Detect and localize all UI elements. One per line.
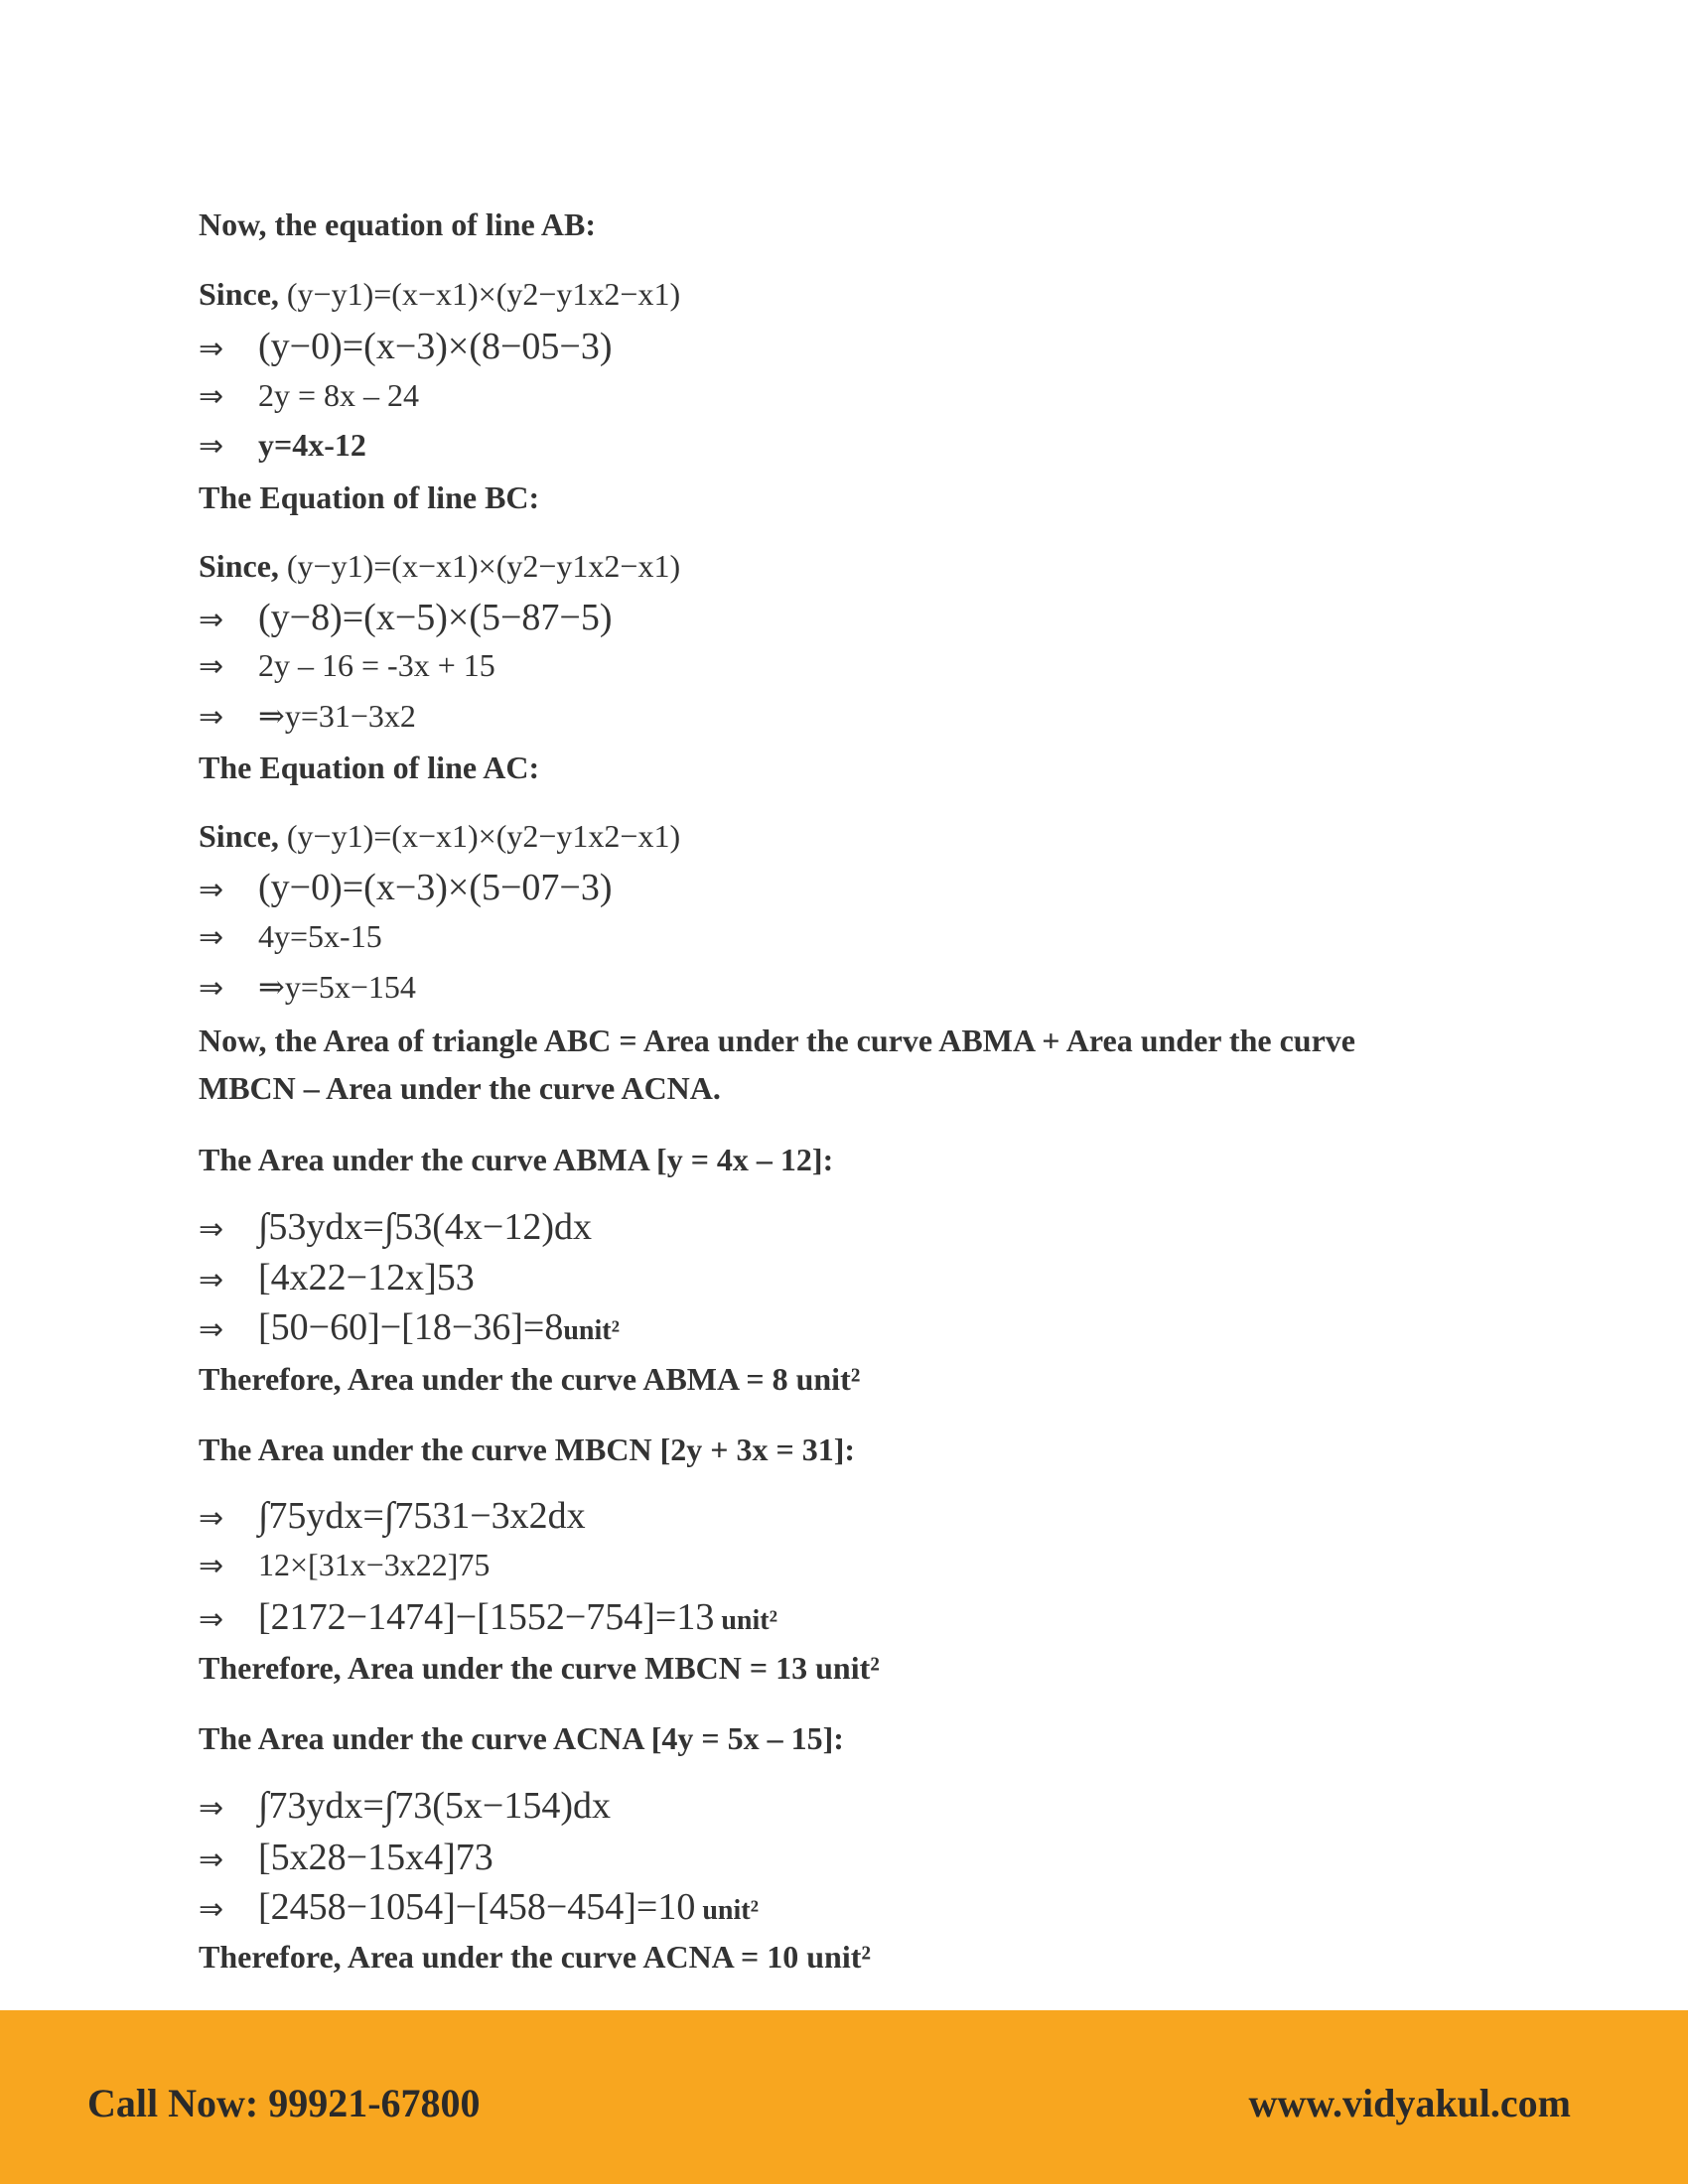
- text-heading: The Area under the curve ABMA [y = 4x – 12]:: [199, 1142, 834, 1177]
- equation-text: (y−0)=(x−3)×(8−05−3): [258, 326, 613, 367]
- formula-text: (y−y1)=(x−x1)×(y2−y1x2−x1): [286, 548, 681, 584]
- since-label: Since,: [199, 818, 279, 854]
- implies-arrow-icon: ⇒: [199, 1843, 224, 1877]
- equation-text: 2y = 8x – 24: [258, 377, 420, 413]
- equation-line: [199, 1497, 586, 1535]
- equation-text: ⇒y=5x−154: [258, 969, 416, 1005]
- equation-line: [199, 1259, 475, 1297]
- equation-line: [199, 700, 416, 733]
- implies-arrow-icon: ⇒: [199, 971, 224, 1006]
- text-heading: The Area under the curve ACNA [4y = 5x – 15]:: [199, 1720, 844, 1756]
- formula-text: (y−y1)=(x−x1)×(y2−y1x2−x1): [286, 276, 681, 312]
- equation-line: [199, 599, 613, 636]
- implies-arrow-icon: ⇒: [199, 873, 224, 907]
- equation-line: [199, 920, 382, 953]
- equation-line: [199, 1839, 493, 1876]
- equation-text: [5x28−15x4]73: [258, 1837, 493, 1878]
- equation-text: ∫75ydx=∫7531−3x2dx: [258, 1495, 586, 1537]
- equation-line: [199, 278, 680, 310]
- since-label: Since,: [199, 548, 279, 584]
- equation-line: [199, 1549, 490, 1581]
- unit-label: unit²: [695, 1895, 759, 1926]
- text-heading: Now, the Area of triangle ABC = Area under the curve ABMA + Area under the curve: [199, 1023, 1355, 1058]
- equation-line: [199, 971, 416, 1004]
- implies-arrow-icon: ⇒: [199, 332, 224, 366]
- footer-phone[interactable]: Call Now: 99921-67800: [87, 2081, 481, 2125]
- implies-arrow-icon: ⇒: [199, 379, 224, 414]
- equation-line: [199, 1888, 759, 1926]
- implies-arrow-icon: ⇒: [199, 700, 224, 735]
- text-heading: Therefore, Area under the curve MBCN = 13 unit²: [199, 1650, 880, 1686]
- equation-line: [199, 379, 419, 412]
- equation-text: (y−8)=(x−5)×(5−87−5): [258, 597, 613, 638]
- text-heading: The Area under the curve MBCN [2y + 3x = 31]:: [199, 1432, 855, 1467]
- text-heading: Now, the equation of line AB:: [199, 206, 597, 242]
- text-heading: The Equation of line BC:: [199, 479, 540, 515]
- since-label: Since,: [199, 276, 279, 312]
- equation-line: [199, 649, 495, 682]
- equation-text: [2172−1474]−[1552−754]=13: [258, 1596, 715, 1638]
- equation-text: [50−60]−[18−36]=8: [258, 1306, 564, 1348]
- implies-arrow-icon: ⇒: [199, 603, 224, 637]
- equation-line: [199, 550, 680, 582]
- equation-text: 4y=5x-15: [258, 918, 382, 954]
- implies-arrow-icon: ⇒: [199, 1312, 224, 1347]
- equation-text: y=4x-12: [258, 427, 366, 463]
- unit-label: unit²: [563, 1315, 620, 1346]
- equation-line: [199, 1787, 611, 1825]
- equation-text: ∫73ydx=∫73(5x−154)dx: [258, 1785, 611, 1827]
- formula-text: (y−y1)=(x−x1)×(y2−y1x2−x1): [286, 818, 681, 854]
- equation-text: ⇒y=31−3x2: [258, 698, 416, 734]
- equation-line: [199, 429, 366, 462]
- text-heading: Therefore, Area under the curve ABMA = 8 unit²: [199, 1361, 861, 1397]
- equation-text: 2y – 16 = -3x + 15: [258, 647, 495, 683]
- equation-text: ∫53ydx=∫53(4x−12)dx: [258, 1206, 592, 1248]
- implies-arrow-icon: ⇒: [199, 1791, 224, 1826]
- implies-arrow-icon: ⇒: [199, 1602, 224, 1637]
- implies-arrow-icon: ⇒: [199, 1892, 224, 1927]
- equation-text: [4x22−12x]53: [258, 1257, 475, 1298]
- implies-arrow-icon: ⇒: [199, 429, 224, 464]
- equation-line: [199, 820, 680, 852]
- equation-line: [199, 1208, 592, 1246]
- implies-arrow-icon: ⇒: [199, 1501, 224, 1536]
- implies-arrow-icon: ⇒: [199, 649, 224, 684]
- footer-website-link[interactable]: www.vidyakul.com: [1248, 2081, 1571, 2125]
- equation-text: 12×[31x−3x22]75: [258, 1547, 491, 1582]
- equation-line: [199, 1598, 777, 1636]
- equation-line: [199, 328, 613, 365]
- unit-label: unit²: [714, 1605, 777, 1636]
- equation-text: (y−0)=(x−3)×(5−07−3): [258, 867, 613, 908]
- implies-arrow-icon: ⇒: [199, 920, 224, 955]
- text-heading: The Equation of line AC:: [199, 750, 540, 785]
- text-heading: MBCN – Area under the curve ACNA.: [199, 1070, 721, 1106]
- equation-text: [2458−1054]−[458−454]=10: [258, 1886, 696, 1928]
- implies-arrow-icon: ⇒: [199, 1549, 224, 1583]
- equation-line: [199, 869, 613, 906]
- implies-arrow-icon: ⇒: [199, 1212, 224, 1247]
- text-heading: Therefore, Area under the curve ACNA = 10 unit²: [199, 1939, 871, 1975]
- implies-arrow-icon: ⇒: [199, 1263, 224, 1297]
- footer-bar: [0, 2010, 1688, 2184]
- equation-line: [199, 1308, 620, 1346]
